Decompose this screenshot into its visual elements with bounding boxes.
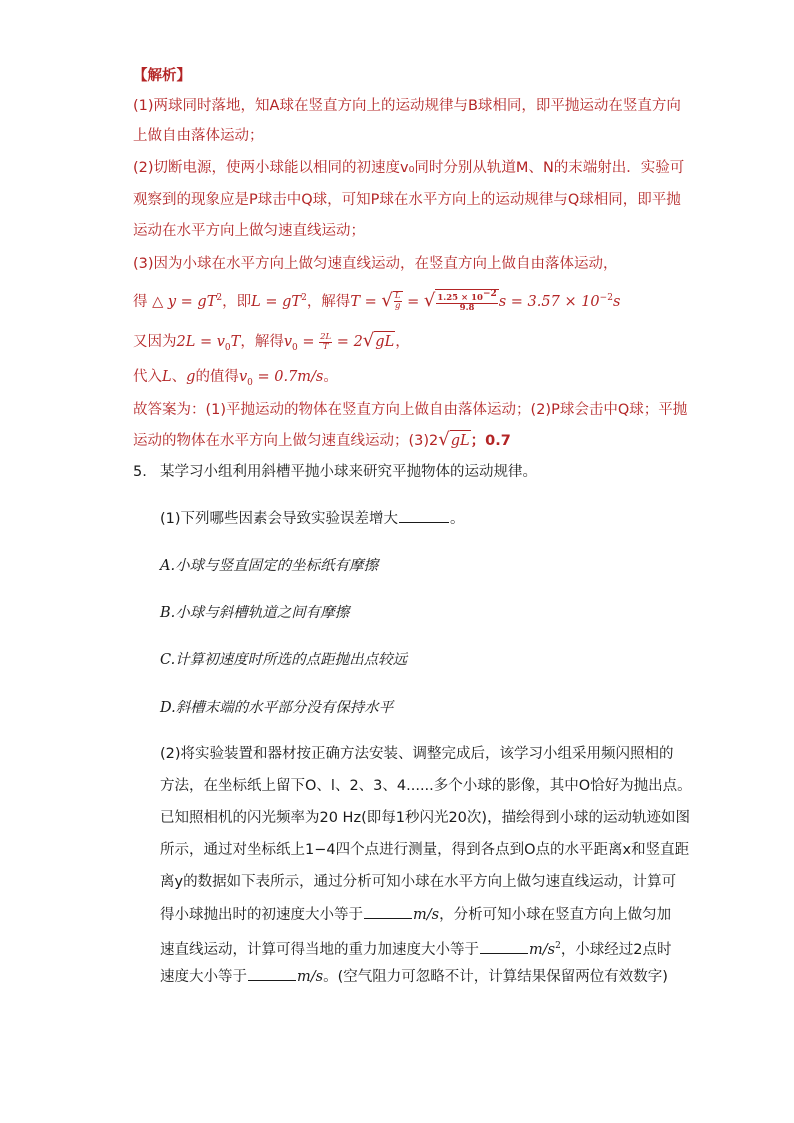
option-d: D.斜槽末端的水平部分没有保持水平 (160, 700, 394, 716)
eq-math: L (162, 369, 172, 385)
analysis-line-3: (2)切断电源，使两小球能以相同的初速度v₀同时分别从轨道M、N的末端射出．实验可 (133, 160, 685, 176)
eq-math: = 2 (332, 334, 363, 350)
unit: m/s (297, 969, 324, 985)
analysis-line-6: (3)因为小球在水平方向上做匀速直线运动，在竖直方向上做自由落体运动， (133, 256, 618, 272)
q-text: 。(空气阻力可忽略不计，计算结果保留两位有效数字) (323, 969, 668, 985)
equation-v0-line (133, 331, 410, 358)
q-text: 得小球抛出时的初速度大小等于 (160, 907, 363, 923)
answer-line-1: 故答案为：(1)平抛运动的物体在竖直方向上做自由落体运动；(2)P球会击中Q球；平抛 (133, 402, 688, 418)
eq-subscript: 0 (292, 342, 298, 353)
paragraph-line-4: 所示，通过对坐标纸上1−4四个点进行测量，得到各点到O点的水平距离x和竖直距 (160, 842, 690, 858)
option-b: B.小球与斜槽轨道之间有摩擦 (160, 605, 350, 621)
eq-text: ；0.7 (470, 433, 511, 449)
eq-exponent: 2 (301, 293, 307, 303)
frac-numerator: 2L (320, 331, 332, 342)
frac-numerator: 1.25 × 10 (437, 293, 483, 304)
answer-blank[interactable] (399, 508, 449, 523)
eq-text: ， (395, 334, 410, 350)
eq-math: = (297, 334, 320, 350)
paragraph-line-8 (160, 966, 668, 987)
frac-denominator: g (394, 301, 401, 312)
eq-text: 运动的物体在水平方向上做匀速直线运动；(3)2 (133, 433, 439, 449)
paragraph-line-7 (160, 936, 672, 960)
analysis-line-1: (1)两球同时落地，知A球在竖直方向上的运动规律与B球相同，即平抛运动在竖直方向 (133, 98, 681, 114)
frac-denominator: T (322, 341, 329, 352)
eq-text: ，解得 (306, 293, 351, 310)
eq-math: v (283, 334, 293, 350)
eq-text: 、 (171, 369, 187, 385)
eq-text: 的值得 (195, 369, 239, 385)
eq-math: gL (450, 430, 471, 451)
eq-text: 又因为 (133, 334, 177, 350)
q-text: (1)下列哪些因素会导致实验误差增大 (160, 511, 399, 527)
frac-numerator: L (394, 291, 401, 302)
analysis-line-4: 观察到的现象应是P球击中Q球，可知P球在水平方向上的运动规律与Q球相同，即平抛 (133, 192, 681, 208)
sqrt-icon: √ (423, 289, 436, 311)
eq-math: L = gT (251, 293, 302, 310)
eq-subscript: 0 (247, 377, 253, 388)
frac-denominator: 9.8 (459, 303, 475, 314)
q-text: 。 (450, 511, 465, 527)
eq-text: 。 (323, 369, 338, 385)
paragraph-line-2: 方法，在坐标纸上留下O、l、2、3、4......多个小球的影像，其中O恰好为抛出点。 (160, 778, 692, 794)
eq-unit: s (612, 293, 621, 310)
q-text: 速直线运动，计算可得当地的重力加速度大小等于 (160, 941, 479, 958)
question-part-1 (160, 508, 465, 529)
eq-math: y = gT (167, 293, 217, 310)
question-number: 5. (133, 464, 147, 480)
paragraph-line-1: (2)将实验装置和器材按正确方法安装、调整完成后，该学习小组采用频闪照相的 (160, 746, 674, 762)
sqrt-icon: √ (438, 429, 450, 450)
substitution-line (133, 367, 338, 393)
unit-exponent: 2 (555, 941, 561, 951)
question-stem: 某学习小组利用斜槽平抛小球来研究平抛物体的运动规律。 (160, 464, 537, 480)
eq-math: 2L = v (176, 334, 225, 350)
unit: m/s (529, 941, 556, 958)
analysis-line-5: 运动在水平方向上做匀速直线运动； (133, 223, 365, 239)
eq-subscript: 0 (224, 342, 231, 353)
eq-math: T = (350, 293, 382, 310)
eq-math: g (186, 369, 196, 385)
eq-text: ，解得 (240, 334, 284, 350)
eq-text: 代入 (133, 369, 162, 385)
paragraph-line-5: 离y的数据如下表所示，通过分析可知小球在水平方向上做匀速直线运动，计算可 (160, 874, 677, 890)
analysis-heading: 【解析】 (133, 68, 191, 84)
sqrt-icon: √ (362, 330, 375, 351)
eq-math: v (238, 369, 248, 385)
eq-math: = 0.7m/s (252, 369, 324, 385)
q-text: 速度大小等于 (160, 969, 247, 985)
answer-blank[interactable] (480, 939, 528, 954)
answer-blank[interactable] (364, 904, 412, 919)
eq-math: s = 3.57 × 10 (498, 293, 600, 310)
eq-math: gL (374, 331, 395, 352)
frac-exponent: −2 (482, 289, 497, 300)
eq-math: T (230, 334, 241, 350)
eq-text: ，即 (222, 293, 252, 310)
unit: m/s (413, 907, 440, 923)
option-c: C.计算初速度时所选的点距抛出点较远 (160, 652, 408, 668)
analysis-line-2: 上做自由落体运动； (133, 128, 264, 144)
answer-line-2 (133, 430, 511, 451)
eq-text: 得 △ (133, 293, 168, 310)
paragraph-line-3: 已知照相机的闪光频率为20 Hz(即每1秒闪光20次)，描绘得到小球的运动轨迹如图 (160, 810, 691, 826)
answer-blank[interactable] (248, 966, 296, 981)
sqrt-icon: √ (381, 289, 393, 311)
eq-exponent: 2 (216, 293, 223, 303)
option-a: A.小球与竖直固定的坐标纸有摩擦 (160, 558, 379, 574)
eq-exponent: −2 (599, 293, 613, 303)
equation-period-line: 得 △ $y = gT^2$，即$L = gT^2$，解得T = √ $\frac{L}{g}$ = √ $\frac{1.25 \times 10-2}{9.8}$ $s = 3.57 \times 10^{-2}s$ (133, 289, 621, 314)
q-text: ，分析可知小球在竖直方向上做匀加 (439, 907, 672, 923)
q-text: ，小球经过2点时 (560, 941, 672, 958)
paragraph-line-6 (160, 904, 671, 925)
